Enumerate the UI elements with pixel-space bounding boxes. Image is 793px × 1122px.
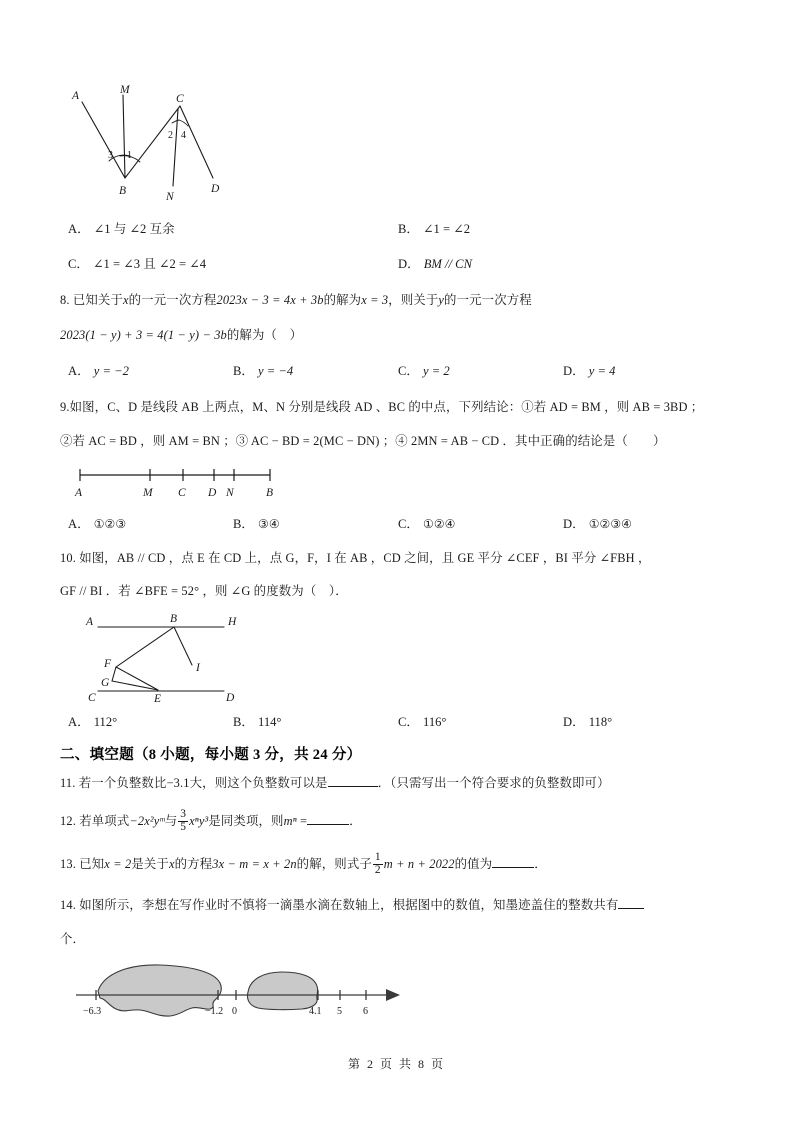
q9-option-B[interactable]: [233, 513, 398, 532]
q11-text-b: 大，则这个负整数可以是: [189, 775, 328, 790]
q7-option-B-label: B．: [398, 222, 419, 236]
q9-options-row: [68, 513, 728, 532]
q9-option-C[interactable]: [398, 513, 563, 532]
q7-option-A-text: ∠1 与 ∠2 互余: [93, 222, 175, 236]
q7-options-row-1: [68, 218, 728, 237]
q14-numberline-figure: [68, 959, 728, 1024]
q9-option-C-text: ①②④: [423, 516, 456, 531]
q7-option-C-text: ∠1 = ∠3 且 ∠2 = ∠4: [93, 257, 207, 271]
q7-label-A: A: [72, 90, 80, 102]
q8-stem-part4: ，则关于: [388, 293, 439, 307]
q12-equals: =: [300, 813, 308, 828]
q9-label-B: B: [266, 486, 274, 499]
q12-text-b: 与: [164, 813, 178, 828]
q9-option-D[interactable]: [563, 513, 728, 532]
q10-option-D-text: 118°: [588, 714, 613, 729]
q8-stem-part6: 的解为（ ）: [226, 327, 303, 342]
q9-option-B-text: ③④: [258, 516, 280, 531]
q14-stem-line-2: [60, 931, 728, 949]
q10-label-G: G: [101, 676, 110, 689]
q10-option-C[interactable]: [398, 711, 563, 730]
q7-option-A[interactable]: [68, 218, 398, 237]
q9-option-D-label: D．: [563, 516, 585, 531]
q8-solution-1: x = 3: [361, 293, 389, 307]
q10-label-C: C: [88, 691, 96, 703]
q9-line-2-text: ②若 AC = BD ，则 AM = BN ；③ AC − BD = 2(MC − DN) ；④ 2MN = AB − CD ．其中正确的结论是（ ）: [60, 433, 666, 448]
q9-option-A-label: A．: [68, 516, 90, 531]
q7-label-angle3: 3: [108, 150, 113, 161]
q8-option-B-label: B．: [233, 363, 254, 378]
q10-option-B-text: 114°: [258, 714, 282, 729]
q7-label-angle1: 1: [127, 150, 132, 161]
q14-tick-label-1: −1.2: [205, 1005, 224, 1017]
q14-stem-line-1: [60, 897, 728, 915]
q10-label-E: E: [154, 692, 162, 703]
q12-term-2: xⁿy³: [189, 813, 209, 828]
page-footer: [0, 1055, 793, 1072]
q8-equation-1: 2023x − 3 = 4x + 3b: [216, 293, 324, 307]
q7-options-row-2: [68, 253, 728, 272]
q10-label-B: B: [170, 612, 178, 625]
q13-fraction-numerator: 1: [374, 850, 381, 863]
q7-option-D[interactable]: [398, 253, 728, 272]
q9-label-D: D: [208, 486, 217, 499]
q10-option-D-label: D．: [563, 714, 585, 729]
q11-stem: [60, 775, 728, 793]
q7-label-angle2: 2: [168, 130, 173, 141]
q8-option-A-label: A．: [68, 363, 90, 378]
q13-text-a: 已知: [79, 856, 105, 871]
q8-equation-2: 2023(1 − y) + 3 = 4(1 − y) − 3b: [60, 327, 227, 342]
q14-tick-label-4: 5: [337, 1005, 342, 1017]
q10-label-A: A: [86, 615, 94, 628]
q8-stem-part3: 的解为: [323, 293, 362, 307]
q12-text-a: 若单项式: [79, 813, 130, 828]
q10-label-F: F: [104, 657, 112, 670]
q14-answer-blank[interactable]: [618, 908, 644, 909]
q10-option-B-label: B．: [233, 714, 254, 729]
q7-figure-svg: [68, 82, 328, 208]
q12-fraction-numerator: 3: [180, 807, 187, 820]
q9-option-D-text: ①②③④: [588, 516, 633, 531]
q8-var-y: y: [438, 293, 445, 307]
q8-option-A[interactable]: [68, 360, 233, 379]
q8-stem-part5: 的一元一次方程: [444, 293, 532, 307]
q7-option-D-label: D．: [398, 257, 420, 271]
q12-answer-blank[interactable]: [307, 824, 349, 825]
q10-stem-line-2: [60, 583, 728, 601]
q8-option-C[interactable]: [398, 360, 563, 379]
q7-label-D: D: [211, 183, 220, 195]
q14-tick-label-3: 4.1: [309, 1005, 322, 1017]
q8-stem-part2: 的一元一次方程: [128, 293, 217, 307]
q7-label-M: M: [120, 84, 130, 96]
q11-value: −3.1: [166, 775, 190, 790]
q10-option-A-label: A．: [68, 714, 90, 729]
q7-option-D-text: BM // CN: [423, 257, 472, 271]
q11-text-c: ．（只需写出一个符合要求的负整数即可）: [377, 775, 610, 790]
q9-label-N: N: [226, 486, 234, 499]
q12-term-1: −2x²yᵐ: [129, 813, 165, 828]
q10-number: 10.: [60, 550, 76, 565]
q13-fraction-denominator: 2: [374, 863, 381, 876]
q13-given: x = 2: [104, 856, 132, 871]
ink-blot-small: [247, 972, 317, 1010]
q14-tick-label-5: 6: [363, 1005, 368, 1017]
q7-option-A-label: A．: [68, 222, 90, 236]
q10-option-C-text: 116°: [423, 714, 447, 729]
q7-option-C-label: C．: [68, 257, 89, 271]
q10-option-C-label: C．: [398, 714, 419, 729]
q8-option-B[interactable]: [233, 360, 398, 379]
q10-option-A[interactable]: [68, 711, 233, 730]
q8-option-C-label: C．: [398, 363, 419, 378]
q7-option-C[interactable]: [68, 253, 398, 272]
q8-option-B-text: y = −4: [258, 363, 294, 378]
q7-label-angle4: 4: [181, 130, 186, 141]
q9-line-1-text: 如图，C、D 是线段 AB 上两点，M、N 分别是线段 AD 、BC 的中点，下列结论：①若 AD = BM ，则 AB = 3BD ；: [69, 399, 704, 414]
q8-option-D[interactable]: [563, 360, 728, 379]
q10-figure: [76, 611, 728, 703]
q14-number: 14.: [60, 897, 76, 912]
q13-answer-blank[interactable]: [492, 867, 534, 868]
q12-text-d: ．: [349, 813, 362, 828]
q11-answer-blank[interactable]: [328, 786, 378, 787]
q9-figure-svg: [70, 465, 410, 505]
q9-option-B-label: B．: [233, 516, 254, 531]
q13-text-b: 是关于: [131, 856, 169, 871]
page-footer-text: 第 2 页 共 8 页: [347, 1057, 445, 1071]
q11-number: 11.: [60, 775, 76, 790]
q13-variable: x: [168, 856, 175, 871]
q10-options-row: [68, 711, 728, 730]
q8-options-row: [68, 360, 728, 379]
q9-stem-line-1: [60, 399, 728, 417]
q9-option-C-label: C．: [398, 516, 419, 531]
q14-numberline-svg: [68, 959, 428, 1024]
q7-label-B: B: [119, 185, 127, 197]
q11-text-a: 若一个负整数比: [78, 775, 167, 790]
q12-fraction: [178, 809, 188, 834]
q8-var-x: x: [123, 293, 129, 307]
q7-label-C: C: [176, 93, 184, 105]
q9-figure: [70, 465, 728, 505]
axis-arrow-icon: [386, 989, 400, 1001]
q14-line-1-text: 如图所示，李想在写作业时不慎将一滴墨水滴在数轴上，根据图中的数值，知墨迹盖住的整数共有: [79, 897, 619, 912]
page-content: [60, 0, 728, 1024]
q8-option-D-label: D．: [563, 363, 585, 378]
q12-text-c: 是同类项，则: [208, 813, 284, 828]
q8-option-C-text: y = 2: [423, 363, 450, 378]
q13-text-e: 的值为: [454, 856, 493, 871]
q13-stem: [60, 852, 728, 877]
q8-stem-line-2: [60, 327, 728, 345]
q13-number: 13.: [60, 856, 76, 871]
q14-line-2-text: 个．: [60, 931, 86, 946]
q9-label-C: C: [178, 486, 186, 499]
q10-line-1-text: 如图，AB // CD ，点 E 在 CD 上，点 G，F，I 在 AB ，CD 之间，且 GE 平分 ∠CEF ，BI 平分 ∠FBH ，: [79, 550, 651, 565]
q14-tick-label-2: 0: [232, 1005, 237, 1017]
q14-tick-label-0: −6.3: [83, 1005, 102, 1017]
q10-label-D: D: [226, 691, 235, 703]
q12-number: 12.: [60, 813, 76, 828]
q7-option-B[interactable]: [398, 218, 728, 237]
q9-label-A: A: [75, 486, 83, 499]
q10-stem-line-1: [60, 550, 728, 568]
q13-text-c: 的方程: [174, 856, 213, 871]
q13-text-f: ．: [534, 856, 547, 871]
q13-fraction: [373, 852, 383, 877]
q7-figure: [68, 82, 728, 208]
q9-number: 9.: [60, 399, 70, 414]
q9-stem-line-2: [60, 433, 728, 451]
q10-label-I: I: [196, 661, 200, 674]
q9-label-M: M: [143, 486, 153, 499]
q7-option-B-text: ∠1 = ∠2: [423, 222, 471, 236]
q10-figure-svg: [76, 611, 376, 703]
ink-blot-large: [98, 965, 224, 1017]
q8-number: 8.: [60, 293, 70, 307]
q10-line-2-text: GF // BI ．若 ∠BFE = 52° ，则 ∠G 的度数为（ ）．: [60, 583, 348, 598]
q10-option-A-text: 112°: [93, 714, 118, 729]
q8-option-D-text: y = 4: [588, 363, 616, 378]
section-2-heading: 二、填空题（8 小题，每小题 3 分，共 24 分）: [60, 746, 362, 763]
q13-text-d: 的解，则式子: [296, 856, 372, 871]
q12-stem: [60, 809, 728, 834]
q10-option-D[interactable]: [563, 711, 728, 730]
q13-equation: 3x − m = x + 2n: [212, 856, 297, 871]
q8-stem-line-1: [60, 292, 728, 310]
q8-option-A-text: y = −2: [93, 363, 129, 378]
q10-label-H: H: [228, 615, 237, 628]
q12-expression: mⁿ: [283, 813, 297, 828]
q9-option-A-text: ①②③: [93, 516, 127, 531]
q9-option-A[interactable]: [68, 513, 233, 532]
q12-fraction-denominator: 5: [180, 820, 187, 833]
q8-stem-part1: 已知关于: [72, 293, 124, 307]
q13-expression-tail: m + n + 2022: [383, 856, 455, 871]
q10-option-B[interactable]: [233, 711, 398, 730]
q7-label-N: N: [166, 191, 174, 203]
